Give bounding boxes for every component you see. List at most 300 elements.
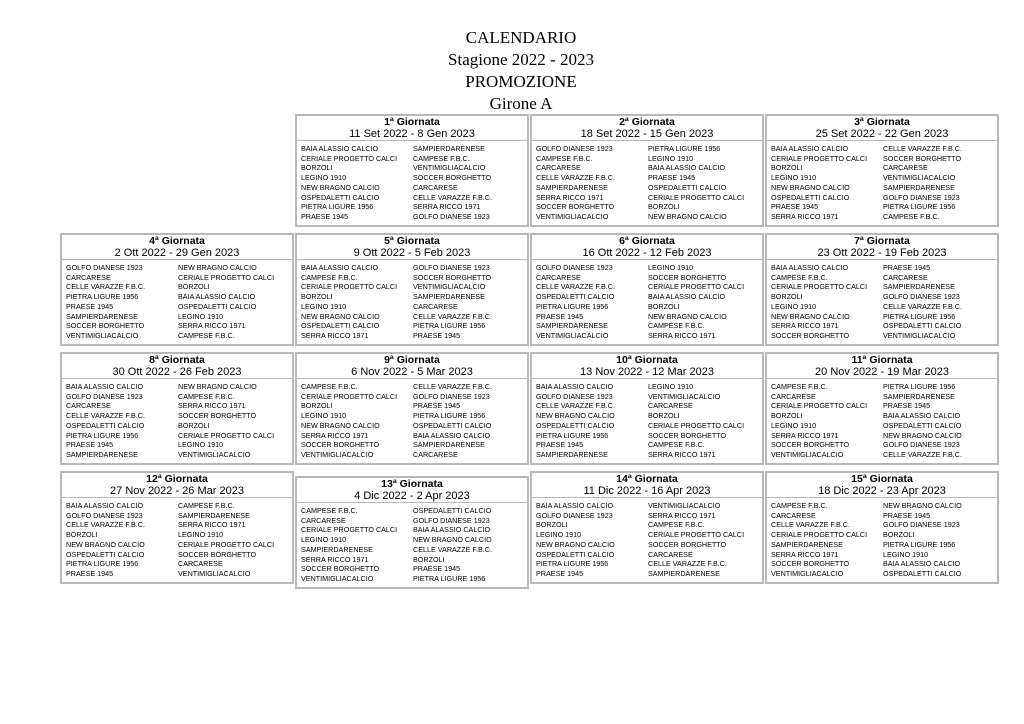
match-row [536, 173, 762, 183]
season-title: Stagione 2022 - 2023 [448, 50, 594, 69]
round-name: 5ª Giornata [384, 235, 440, 247]
home-team: BAIA ALASSIO CALCIO [66, 382, 144, 391]
home-team: OSPEDALETTI CALCIO [536, 549, 615, 559]
home-team: PRAESE 1945 [66, 568, 114, 578]
home-team: CAMPESE F.B.C. [301, 272, 358, 282]
away-team: CARCARESE [648, 549, 693, 559]
match-row [771, 282, 997, 292]
home-team: CERIALE PROGETTO CALCI [301, 153, 398, 163]
round-card [295, 233, 529, 346]
home-team: OSPEDALETTI CALCIO [771, 192, 850, 202]
match-row [771, 183, 997, 193]
match-row [771, 173, 997, 183]
away-team: OSPEDALETTI CALCIO [413, 506, 492, 515]
match-row [771, 382, 997, 392]
home-team: NEW BRAGNO CALCIO [301, 182, 380, 192]
away-team: CELLE VARAZZE F.B.C. [648, 559, 727, 569]
round-card [765, 352, 999, 465]
home-team: VENTIMIGLIACALCIO [301, 573, 374, 583]
round-card [295, 352, 529, 465]
away-team: SOCCER BORGHETTO [648, 539, 727, 549]
home-team: BAIA ALASSIO CALCIO [536, 382, 614, 391]
home-team: BORZOLI [771, 292, 803, 302]
home-team: CAMPESE F.B.C. [771, 382, 828, 391]
away-team: SAMPIERDARENESE [178, 510, 250, 520]
away-team: BORZOLI [648, 202, 680, 212]
round-header [767, 473, 997, 498]
away-team: SOCCER BORGHETTO [413, 272, 492, 282]
home-team: OSPEDALETTI CALCIO [536, 420, 615, 430]
match-row [301, 312, 527, 322]
match-row [771, 559, 997, 569]
match-row [536, 193, 762, 203]
match-row [66, 321, 292, 331]
home-team: GOLFO DIANESE 1923 [536, 263, 613, 272]
away-team: CELLE VARAZZE F.B.C. [883, 301, 962, 311]
away-team: CERIALE PROGETTO CALCI [648, 282, 745, 292]
round-header [767, 235, 997, 260]
home-team: NEW BRAGNO CALCIO [66, 539, 145, 549]
home-team: SOCCER BORGHETTO [301, 440, 380, 450]
round-name: 14ª Giornata [616, 473, 678, 485]
away-team: BORZOLI [178, 420, 210, 430]
home-team: CELLE VARAZZE F.B.C. [66, 520, 145, 530]
home-team: BAIA ALASSIO CALCIO [301, 263, 379, 272]
match-row [771, 421, 997, 431]
away-team: VENTIMIGLIACALCIO [883, 173, 956, 183]
home-team: LEGINO 1910 [771, 420, 817, 430]
away-team: VENTIMIGLIACALCIO [648, 501, 721, 510]
away-team: CAMPESE F.B.C. [648, 321, 705, 331]
away-team: CAMPESE F.B.C. [178, 330, 235, 340]
home-team: SOCCER BORGHETTO [301, 564, 380, 574]
match-row [771, 321, 997, 331]
match-row [536, 569, 762, 579]
round-name: 13ª Giornata [381, 478, 443, 490]
round-header [297, 116, 527, 141]
home-team: PRAESE 1945 [536, 440, 584, 450]
home-team: SOCCER BORGHETTO [66, 321, 145, 331]
away-team: CERIALE PROGETTO CALCI [648, 530, 745, 540]
match-row [771, 501, 997, 511]
home-team: CARCARESE [536, 272, 581, 282]
match-list [62, 260, 292, 341]
away-team: BAIA ALASSIO CALCIO [883, 559, 961, 569]
home-team: CAMPESE F.B.C. [301, 382, 358, 391]
away-team: GOLFO DIANESE 1923 [413, 211, 490, 221]
match-row [536, 183, 762, 193]
match-row [771, 569, 997, 579]
away-team: NEW BRAGNO CALCIO [648, 211, 727, 221]
match-row [536, 411, 762, 421]
home-team: GOLFO DIANESE 1923 [536, 510, 613, 520]
match-row [66, 282, 292, 292]
round-dates: 9 Ott 2022 - 5 Feb 2023 [353, 247, 471, 259]
home-team: BAIA ALASSIO CALCIO [771, 263, 849, 272]
home-team: PIETRA LIGURE 1956 [66, 430, 139, 440]
away-team: CELLE VARAZZE F.B.C. [413, 544, 492, 554]
match-row [536, 263, 762, 273]
away-team: SERRA RICCO 1971 [178, 520, 246, 530]
away-team: CAMPESE F.B.C. [883, 211, 940, 221]
home-team: SAMPIERDARENESE [301, 544, 373, 554]
round-card [530, 114, 764, 227]
round-header [532, 116, 762, 141]
away-team: SERRA RICCO 1971 [648, 510, 716, 520]
away-team: BORZOLI [648, 301, 680, 311]
match-row [536, 530, 762, 540]
away-team: CARCARESE [413, 301, 458, 311]
match-row [536, 312, 762, 322]
match-row [771, 263, 997, 273]
home-team: PRAESE 1945 [301, 211, 349, 221]
away-team: PRAESE 1945 [413, 330, 461, 340]
match-row [771, 511, 997, 521]
away-team: SERRA RICCO 1971 [178, 321, 246, 331]
away-team: PRAESE 1945 [413, 564, 461, 574]
match-row [536, 282, 762, 292]
home-team: CAMPESE F.B.C. [536, 153, 593, 163]
round-header [532, 473, 762, 498]
round-header [297, 354, 527, 379]
away-team: CELLE VARAZZE F.B.C. [413, 192, 492, 202]
away-team: CARCARESE [413, 182, 458, 192]
away-team: NEW BRAGNO CALCIO [883, 430, 962, 440]
match-row [301, 144, 527, 154]
away-team: PRAESE 1945 [413, 401, 461, 411]
round-dates: 16 Ott 2022 - 12 Feb 2023 [582, 247, 712, 259]
home-team: NEW BRAGNO CALCIO [536, 411, 615, 421]
match-row [301, 154, 527, 164]
home-team: SERRA RICCO 1971 [301, 430, 369, 440]
away-team: CAMPESE F.B.C. [413, 153, 470, 163]
away-team: SAMPIERDARENESE [883, 182, 955, 192]
round-name: 10ª Giornata [616, 354, 678, 366]
match-row [66, 392, 292, 402]
home-team: SAMPIERDARENESE [771, 539, 843, 549]
home-team: CERIALE PROGETTO CALCI [771, 530, 868, 540]
home-team: SOCCER BORGHETTO [536, 202, 615, 212]
match-row [771, 440, 997, 450]
home-team: CERIALE PROGETTO CALCI [771, 282, 868, 292]
home-team: CAMPESE F.B.C. [771, 272, 828, 282]
match-row [536, 431, 762, 441]
match-list [767, 379, 997, 460]
home-team: PRAESE 1945 [66, 301, 114, 311]
match-list [297, 260, 527, 341]
home-team: VENTIMIGLIACALCIO [536, 330, 609, 340]
home-team: PRAESE 1945 [536, 568, 584, 578]
round-name: 4ª Giornata [149, 235, 205, 247]
home-team: CAMPESE F.B.C. [301, 506, 358, 515]
match-row [301, 321, 527, 331]
home-team: SERRA RICCO 1971 [301, 554, 369, 564]
home-team: SERRA RICCO 1971 [301, 330, 369, 340]
match-row [301, 292, 527, 302]
match-row [66, 569, 292, 579]
round-name: 6ª Giornata [619, 235, 675, 247]
home-team: BORZOLI [771, 163, 803, 173]
home-team: BAIA ALASSIO CALCIO [771, 144, 849, 153]
match-list [62, 379, 292, 460]
home-team: CELLE VARAZZE F.B.C. [536, 401, 615, 411]
away-team: SAMPIERDARENESE [883, 282, 955, 292]
home-team: CERIALE PROGETTO CALCI [301, 525, 398, 535]
match-row [771, 411, 997, 421]
home-team: VENTIMIGLIACALCIO [771, 449, 844, 459]
match-row [66, 431, 292, 441]
home-team: PIETRA LIGURE 1956 [536, 559, 609, 569]
match-list [297, 503, 527, 584]
match-row [301, 302, 527, 312]
away-team: CERIALE PROGETTO CALCI [648, 192, 745, 202]
round-header [532, 235, 762, 260]
home-team: SERRA RICCO 1971 [771, 321, 839, 331]
away-team: PRAESE 1945 [883, 510, 931, 520]
home-team: BAIA ALASSIO CALCIO [536, 501, 614, 510]
match-row [536, 511, 762, 521]
away-team: PIETRA LIGURE 1956 [883, 539, 956, 549]
home-team: BORZOLI [66, 530, 98, 540]
home-team: VENTIMIGLIACALCIO [301, 449, 374, 459]
match-row [66, 450, 292, 460]
home-team: SAMPIERDARENESE [536, 182, 608, 192]
round-header [62, 354, 292, 379]
round-dates: 2 Ott 2022 - 29 Gen 2023 [114, 247, 240, 259]
match-list [532, 260, 762, 341]
match-row [301, 392, 527, 402]
away-team: PIETRA LIGURE 1956 [883, 202, 956, 212]
away-team: CELLE VARAZZE F.B.C. [883, 144, 962, 153]
away-team: LEGINO 1910 [178, 311, 224, 321]
round-card [60, 233, 294, 346]
round-header [767, 354, 997, 379]
home-team: GOLFO DIANESE 1923 [66, 263, 143, 272]
match-row [771, 212, 997, 222]
match-list [297, 141, 527, 222]
away-team: OSPEDALETTI CALCIO [883, 568, 962, 578]
round-dates: 20 Nov 2022 - 19 Mar 2023 [815, 366, 949, 378]
away-team: SAMPIERDARENESE [413, 292, 485, 302]
home-team: PRAESE 1945 [771, 202, 819, 212]
match-row [536, 392, 762, 402]
home-team: CELLE VARAZZE F.B.C. [66, 411, 145, 421]
match-list [532, 379, 762, 460]
away-team: BAIA ALASSIO CALCIO [413, 525, 491, 535]
round-dates: 30 Ott 2022 - 26 Feb 2023 [112, 366, 242, 378]
away-team: NEW BRAGNO CALCIO [648, 311, 727, 321]
match-row [771, 292, 997, 302]
away-team: CARCARESE [883, 272, 928, 282]
match-row [771, 331, 997, 341]
match-row [536, 401, 762, 411]
home-team: OSPEDALETTI CALCIO [301, 321, 380, 331]
round-card [60, 352, 294, 465]
round-dates: 23 Ott 2022 - 19 Feb 2023 [817, 247, 947, 259]
match-row [536, 202, 762, 212]
home-team: BAIA ALASSIO CALCIO [301, 144, 379, 153]
round-header [62, 235, 292, 260]
home-team: CARCARESE [771, 391, 816, 401]
match-row [66, 292, 292, 302]
away-team: CAMPESE F.B.C. [178, 391, 235, 401]
match-row [66, 401, 292, 411]
home-team: GOLFO DIANESE 1923 [66, 510, 143, 520]
match-row [301, 431, 527, 441]
match-row [536, 321, 762, 331]
match-row [301, 421, 527, 431]
home-team: LEGINO 1910 [301, 173, 347, 183]
away-team: CELLE VARAZZE F.B.C. [413, 382, 492, 391]
round-card [765, 114, 999, 227]
league-title: PROMOZIONE [465, 72, 577, 91]
round-dates: 11 Dic 2022 - 16 Apr 2023 [583, 485, 711, 497]
match-row [536, 559, 762, 569]
round-dates: 6 Nov 2022 - 5 Mar 2023 [351, 366, 473, 378]
round-dates: 4 Dic 2022 - 2 Apr 2023 [354, 490, 470, 502]
match-row [301, 163, 527, 173]
away-team: VENTIMIGLIACALCIO [883, 330, 956, 340]
match-row [301, 183, 527, 193]
away-team: SOCCER BORGHETTO [883, 153, 962, 163]
home-team: NEW BRAGNO CALCIO [771, 311, 850, 321]
home-team: CELLE VARAZZE F.B.C. [771, 520, 850, 530]
match-row [536, 302, 762, 312]
round-dates: 18 Set 2022 - 15 Gen 2023 [580, 128, 714, 140]
match-row [66, 440, 292, 450]
away-team: CERIALE PROGETTO CALCI [178, 539, 275, 549]
match-list [767, 498, 997, 579]
match-row [66, 540, 292, 550]
away-team: SOCCER BORGHETTO [413, 173, 492, 183]
round-header [767, 116, 997, 141]
match-row [301, 440, 527, 450]
match-row [536, 331, 762, 341]
match-row [301, 564, 527, 574]
home-team: SOCCER BORGHETTO [771, 559, 850, 569]
home-team: VENTIMIGLIACALCIO [771, 568, 844, 578]
match-row [301, 212, 527, 222]
away-team: NEW BRAGNO CALCIO [883, 501, 962, 510]
away-team: PRAESE 1945 [648, 173, 696, 183]
match-row [536, 382, 762, 392]
away-team: GOLFO DIANESE 1923 [883, 520, 960, 530]
away-team: VENTIMIGLIACALCIO [178, 449, 251, 459]
home-team: CARCARESE [66, 401, 111, 411]
away-team: CERIALE PROGETTO CALCI [178, 430, 275, 440]
match-row [771, 530, 997, 540]
away-team: SERRA RICCO 1971 [178, 401, 246, 411]
match-row [771, 144, 997, 154]
match-row [66, 501, 292, 511]
match-row [536, 550, 762, 560]
away-team: LEGINO 1910 [648, 153, 694, 163]
match-row [66, 511, 292, 521]
away-team: BORZOLI [648, 411, 680, 421]
round-header [297, 235, 527, 260]
match-row [536, 292, 762, 302]
match-row [66, 550, 292, 560]
match-row [301, 401, 527, 411]
match-row [536, 212, 762, 222]
away-team: BAIA ALASSIO CALCIO [178, 292, 256, 302]
match-row [301, 273, 527, 283]
home-team: SAMPIERDARENESE [536, 321, 608, 331]
match-row [301, 525, 527, 535]
round-name: 12ª Giornata [146, 473, 208, 485]
round-card [530, 233, 764, 346]
round-header [62, 473, 292, 498]
match-row [66, 421, 292, 431]
match-row [301, 382, 527, 392]
home-team: GOLFO DIANESE 1923 [66, 391, 143, 401]
match-row [536, 540, 762, 550]
away-team: CARCARESE [178, 559, 223, 569]
round-card [60, 471, 294, 584]
match-row [66, 559, 292, 569]
match-row [771, 154, 997, 164]
away-team: PIETRA LIGURE 1956 [883, 311, 956, 321]
away-team: BAIA ALASSIO CALCIO [648, 292, 726, 302]
match-row [771, 273, 997, 283]
round-dates: 25 Set 2022 - 22 Gen 2023 [815, 128, 949, 140]
round-card [295, 476, 529, 589]
home-team: PIETRA LIGURE 1956 [536, 430, 609, 440]
away-team: CAMPESE F.B.C. [648, 520, 705, 530]
home-team: CELLE VARAZZE F.B.C. [536, 282, 615, 292]
away-team: BORZOLI [413, 554, 445, 564]
home-team: CARCARESE [771, 510, 816, 520]
match-row [301, 331, 527, 341]
home-team: LEGINO 1910 [301, 535, 347, 545]
home-team: LEGINO 1910 [771, 173, 817, 183]
round-name: 2ª Giornata [619, 116, 675, 128]
away-team: SOCCER BORGHETTO [648, 272, 727, 282]
home-team: VENTIMIGLIACALCIO [66, 330, 139, 340]
away-team: PIETRA LIGURE 1956 [413, 573, 486, 583]
match-row [536, 421, 762, 431]
match-row [66, 331, 292, 341]
home-team: SAMPIERDARENESE [66, 449, 138, 459]
match-row [771, 450, 997, 460]
round-card [530, 352, 764, 465]
away-team: CAMPESE F.B.C. [648, 440, 705, 450]
match-row [536, 273, 762, 283]
match-row [301, 545, 527, 555]
away-team: CELLE VARAZZE F.B.C. [413, 311, 492, 321]
away-team: OSPEDALETTI CALCIO [648, 182, 727, 192]
match-row [536, 450, 762, 460]
away-team: OSPEDALETTI CALCIO [883, 321, 962, 331]
match-row [66, 302, 292, 312]
match-row [771, 193, 997, 203]
home-team: BORZOLI [536, 520, 568, 530]
home-team: PIETRA LIGURE 1956 [66, 292, 139, 302]
home-team: OSPEDALETTI CALCIO [536, 292, 615, 302]
match-row [301, 282, 527, 292]
round-dates: 13 Nov 2022 - 12 Mar 2023 [580, 366, 714, 378]
round-name: 8ª Giornata [149, 354, 205, 366]
match-row [301, 555, 527, 565]
home-team: SOCCER BORGHETTO [771, 440, 850, 450]
home-team: SOCCER BORGHETTO [771, 330, 850, 340]
match-row [536, 440, 762, 450]
round-name: 3ª Giornata [854, 116, 910, 128]
match-row [66, 263, 292, 273]
home-team: SERRA RICCO 1971 [771, 549, 839, 559]
away-team: SERRA RICCO 1971 [413, 202, 481, 212]
away-team: BAIA ALASSIO CALCIO [648, 163, 726, 173]
